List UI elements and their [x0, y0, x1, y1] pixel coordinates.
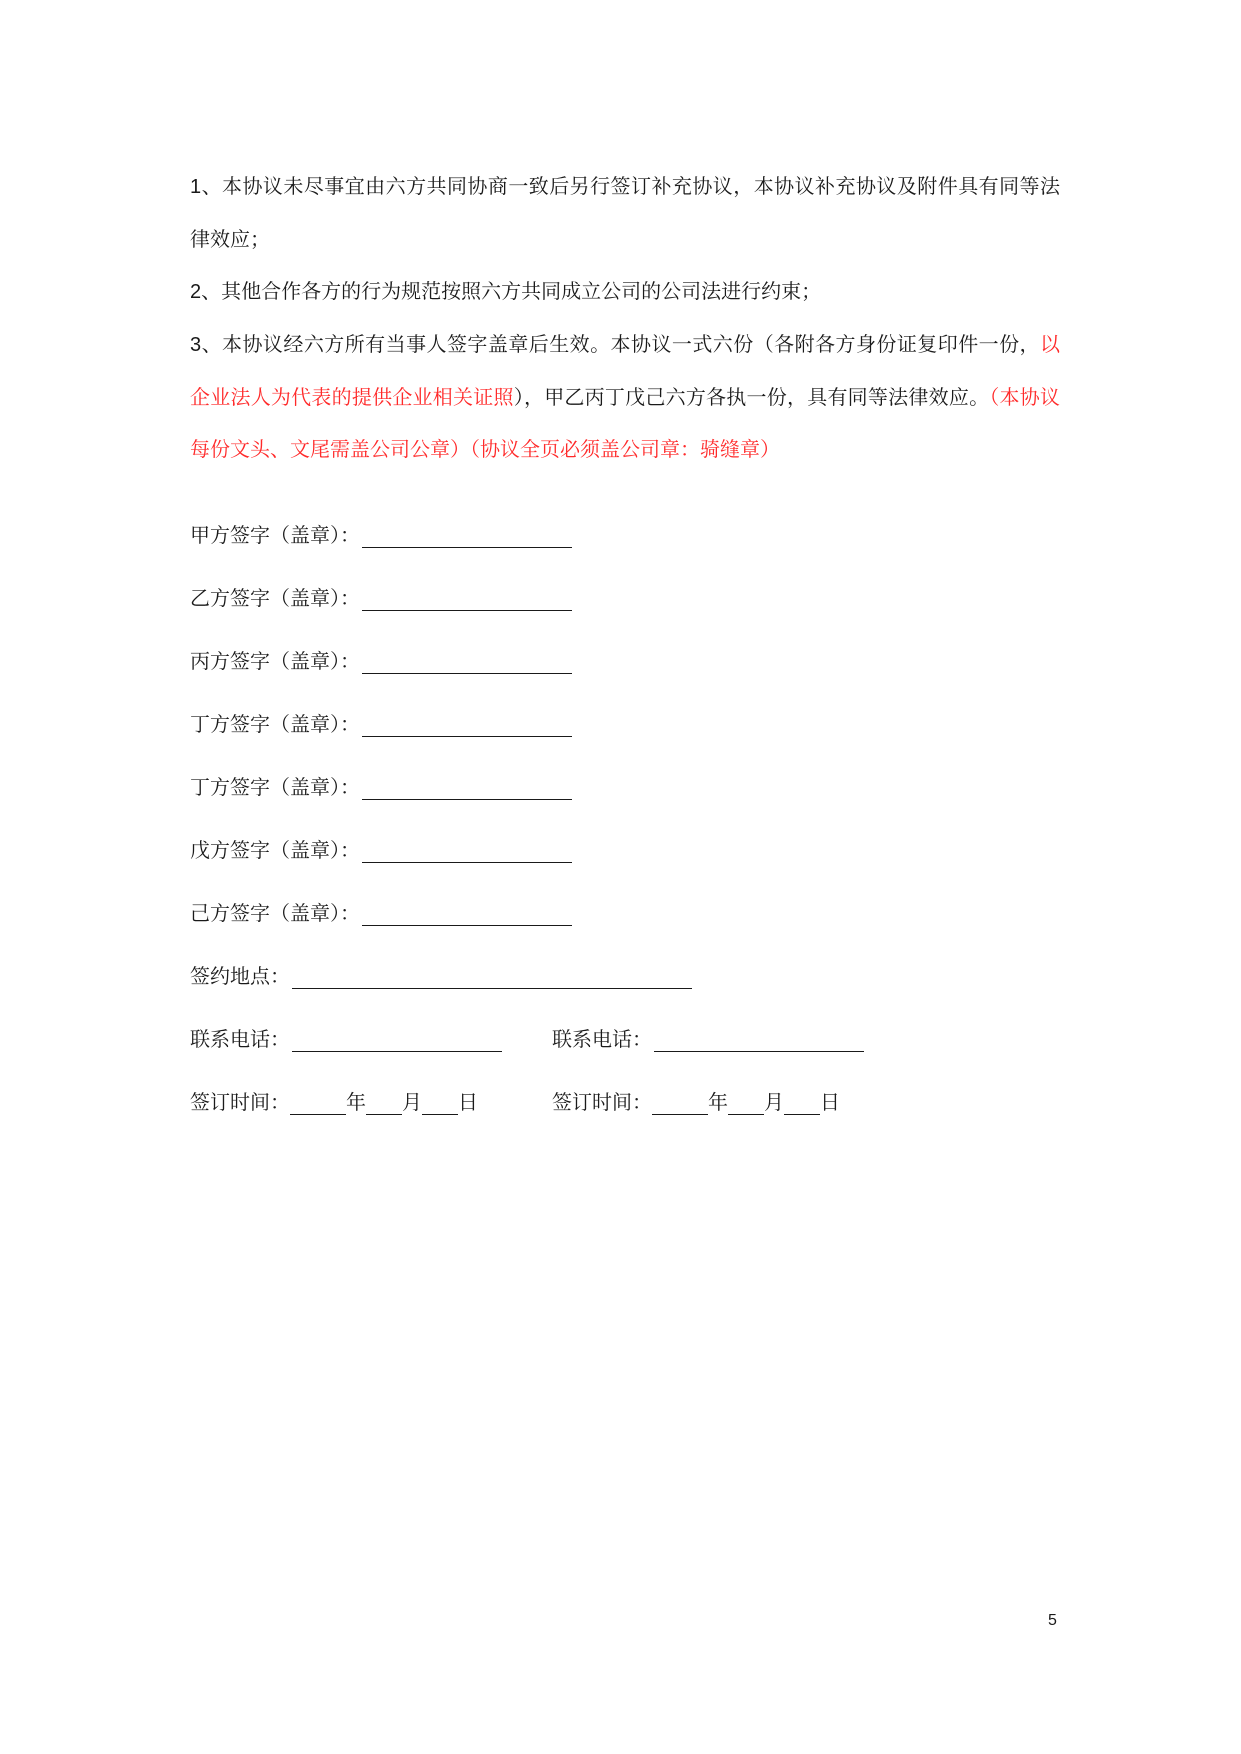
clause-3	[190, 318, 1060, 475]
red-note-seal: （本协议每份文头、文尾需盖公司公章）（协议全页必须盖公司章：骑缝章）	[190, 385, 1061, 461]
signature-row-ji	[190, 863, 692, 926]
signature-label: 丁方签字（盖章）：	[190, 775, 360, 799]
clause-2	[190, 265, 1060, 318]
place-row	[190, 926, 692, 989]
signature-row-bing	[190, 611, 692, 674]
page-number: 5	[1048, 1612, 1057, 1629]
phone-line-right[interactable]	[654, 1031, 864, 1052]
signature-label: 丙方签字（盖章）：	[190, 649, 360, 673]
signature-label: 己方签字（盖章）：	[190, 901, 360, 925]
signature-line[interactable]	[362, 842, 572, 863]
clause-text-continued: ），甲乙丙丁戊己六方各执一份，具有同等法律效应。	[513, 385, 990, 409]
place-label: 签约地点：	[190, 964, 290, 988]
month-line[interactable]	[728, 1094, 764, 1115]
phone-line-left[interactable]	[292, 1031, 502, 1052]
clause-number: 2	[190, 281, 202, 303]
signature-row-wu	[190, 800, 692, 863]
clause-number: 1	[190, 176, 202, 198]
signature-line[interactable]	[362, 779, 572, 800]
signature-line[interactable]	[362, 590, 572, 611]
day-label: 日	[820, 1090, 840, 1114]
clause-number: 3	[190, 334, 202, 356]
month-label: 月	[764, 1090, 784, 1114]
clause-text: 、本协议经六方所有当事人签字盖章后生效。本协议一式六份（各附各方身份证复印件一份，	[201, 332, 1040, 356]
month-line[interactable]	[366, 1094, 402, 1115]
signature-section	[190, 485, 840, 1115]
day-line[interactable]	[422, 1094, 458, 1115]
clause-1	[190, 160, 1060, 265]
signature-line[interactable]	[362, 905, 572, 926]
signature-row-yi	[190, 548, 692, 611]
place-line[interactable]	[292, 968, 692, 989]
clause-text: 、本协议未尽事宜由六方共同协商一致后另行签订补充协议，本协议补充协议及附件具有同等法律效应；	[190, 174, 1060, 251]
clause-text: 、其他合作各方的行为规范按照六方共同成立公司的公司法进行约束；	[201, 279, 822, 303]
day-label: 日	[458, 1090, 478, 1114]
month-label: 月	[402, 1090, 422, 1114]
day-line[interactable]	[784, 1094, 820, 1115]
agreement-clauses	[190, 160, 1060, 475]
signature-row-ding-2	[190, 737, 692, 800]
phone-label-right: 联系电话：	[552, 1027, 652, 1051]
signature-row-jia	[190, 485, 692, 548]
phone-label-left: 联系电话：	[190, 1027, 290, 1051]
signature-row-ding	[190, 674, 692, 737]
year-label: 年	[708, 1090, 728, 1114]
date-label-right: 签订时间：	[552, 1090, 652, 1114]
phone-right-group	[552, 1023, 864, 1052]
year-label: 年	[346, 1090, 366, 1114]
signature-line[interactable]	[362, 527, 572, 548]
date-row	[190, 1052, 840, 1115]
signature-label: 乙方签字（盖章）：	[190, 586, 360, 610]
signature-label: 甲方签字（盖章）：	[190, 523, 360, 547]
year-line[interactable]	[652, 1094, 708, 1115]
date-right-group	[552, 1086, 840, 1115]
date-label-left: 签订时间：	[190, 1090, 290, 1114]
phone-row	[190, 989, 692, 1052]
year-line[interactable]	[290, 1094, 346, 1115]
signature-label: 戊方签字（盖章）：	[190, 838, 360, 862]
red-note-enterprise: 以企业法人为代表的提供企业相关证照	[190, 332, 1060, 409]
signature-line[interactable]	[362, 716, 572, 737]
signature-line[interactable]	[362, 653, 572, 674]
signature-label: 丁方签字（盖章）：	[190, 712, 360, 736]
